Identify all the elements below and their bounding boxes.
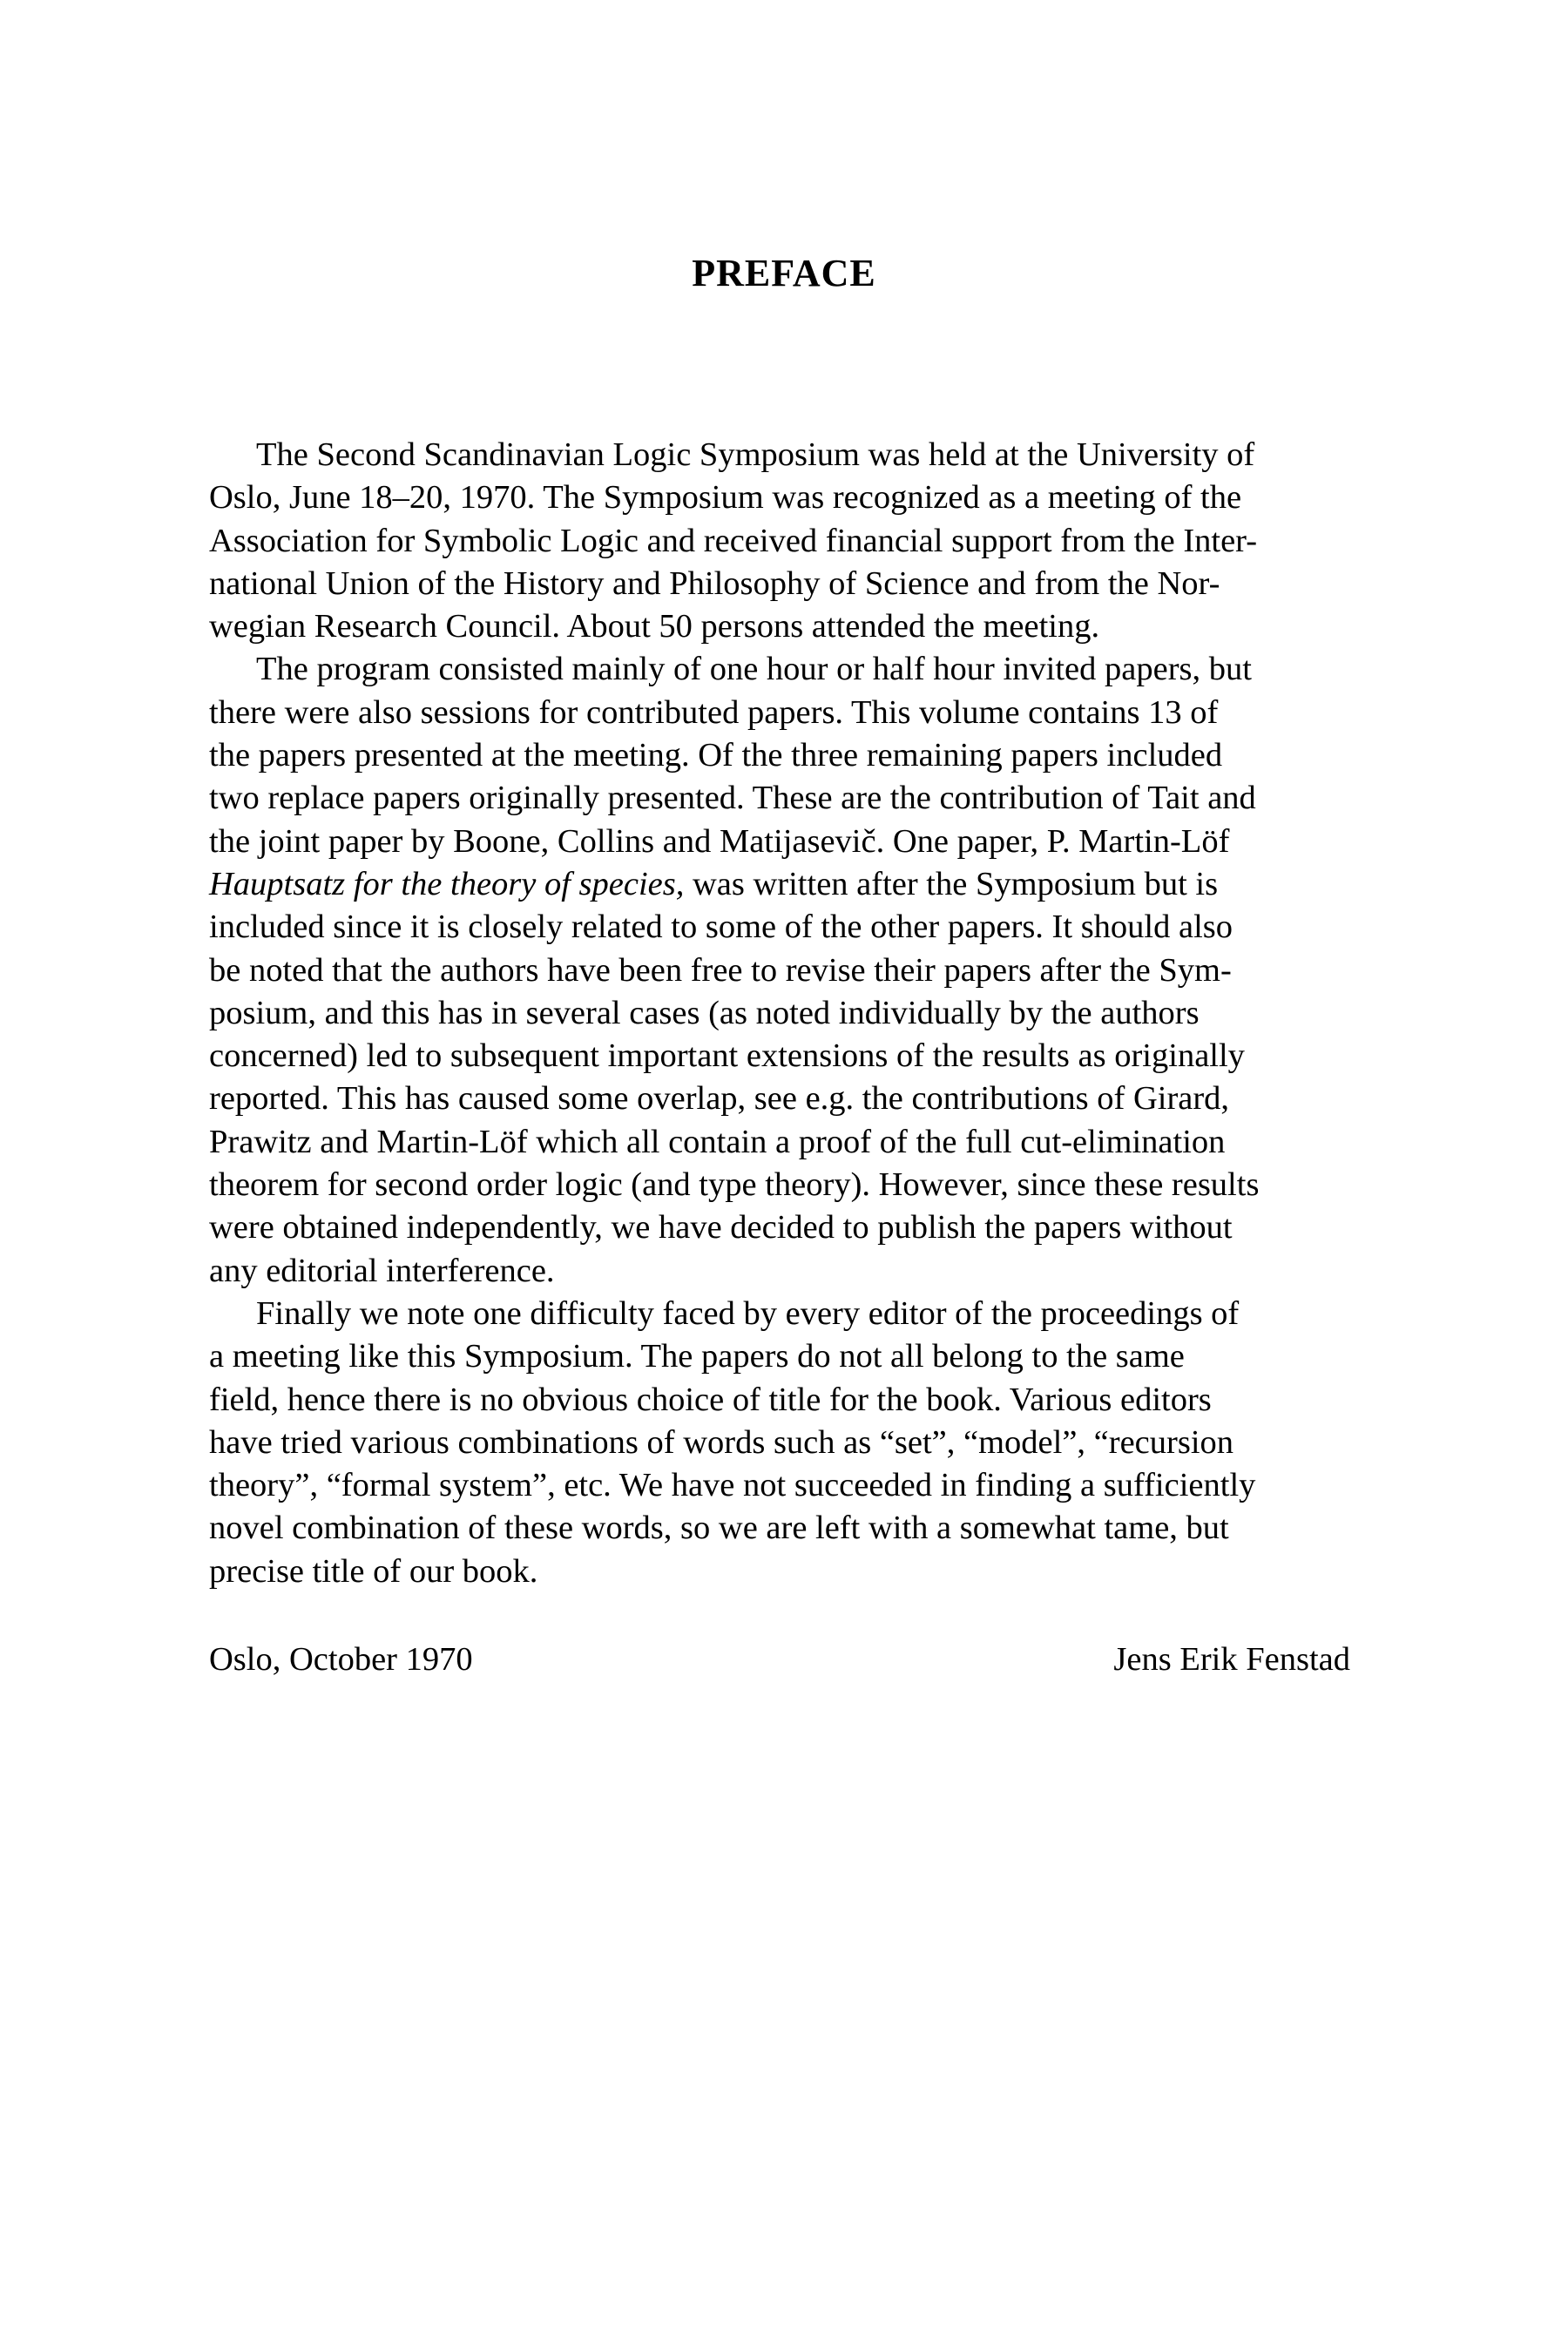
- place-and-date: Oslo, October 1970: [209, 1641, 473, 1678]
- preface-body: [209, 434, 1350, 1593]
- text-line: any editorial interference.: [209, 1252, 555, 1289]
- italic-paper-title: Hauptsatz for the theory of species,: [209, 865, 685, 902]
- text-line: posium, and this has in several cases (as noted individually by the authors: [209, 994, 1200, 1031]
- text-line: The Second Scandinavian Logic Symposium was held at the University of: [256, 436, 1255, 473]
- page-title: PREFACE: [692, 252, 876, 294]
- text-line: there were also sessions for contributed papers. This volume contains 13 of: [209, 693, 1219, 731]
- paragraph-3: [209, 1293, 1350, 1593]
- text-line: Prawitz and Martin-Löf which all contain a proof of the full cut-elimination: [209, 1123, 1226, 1160]
- paragraph-1: [209, 434, 1350, 648]
- text-line: were obtained independently, we have decided to publish the papers without: [209, 1209, 1233, 1246]
- text-line: Association for Symbolic Logic and received financial support from the Inter-: [209, 522, 1258, 559]
- text-line: precise title of our book.: [209, 1552, 538, 1590]
- signoff: [209, 1638, 1350, 1681]
- text-line: two replace papers originally presented. These are the contribution of Tait and: [209, 780, 1256, 817]
- text-line: reported. This has caused some overlap, see e.g. the contributions of Girard,: [209, 1080, 1230, 1118]
- text-line-rest: was written after the Symposium but is: [684, 865, 1219, 902]
- text-line-with-italic-title: [209, 863, 1350, 906]
- text-line: field, hence there is no obvious choice of title for the book. Various editors: [209, 1381, 1212, 1418]
- text-line: included since it is closely related to some of the other papers. It should also: [209, 909, 1233, 946]
- text-line: novel combination of these words, so we are left with a somewhat tame, but: [209, 1510, 1229, 1547]
- author-name: Jens Erik Fenstad: [1113, 1641, 1350, 1678]
- text-line: Finally we note one difficulty faced by every editor of the proceedings of: [256, 1294, 1240, 1332]
- text-line: wegian Research Council. About 50 persons attended the meeting.: [209, 608, 1100, 645]
- text-line: theory”, “formal system”, etc. We have not succeeded in finding a sufficiently: [209, 1467, 1256, 1504]
- text-line: the papers presented at the meeting. Of the three remaining papers included: [209, 737, 1223, 774]
- text-line: national Union of the History and Philosophy of Science and from the Nor-: [209, 564, 1220, 602]
- text-line: have tried various combinations of words such as “set”, “model”, “recursion: [209, 1423, 1234, 1461]
- text-line: be noted that the authors have been free to revise their papers after the Sym-: [209, 951, 1232, 989]
- text-line: concerned) led to subsequent important extensions of the results as originally: [209, 1037, 1245, 1075]
- text-line: the joint paper by Boone, Collins and Matijasevič. One paper, P. Martin-Löf: [209, 822, 1230, 860]
- text-line: The program consisted mainly of one hour or half hour invited papers, but: [256, 651, 1252, 688]
- text-line: a meeting like this Symposium. The papers do not all belong to the same: [209, 1338, 1185, 1375]
- text-line: theorem for second order logic (and type theory). However, since these results: [209, 1166, 1260, 1204]
- paragraph-2: [209, 648, 1350, 1292]
- text-line: Oslo, June 18–20, 1970. The Symposium was recognized as a meeting of the: [209, 479, 1242, 517]
